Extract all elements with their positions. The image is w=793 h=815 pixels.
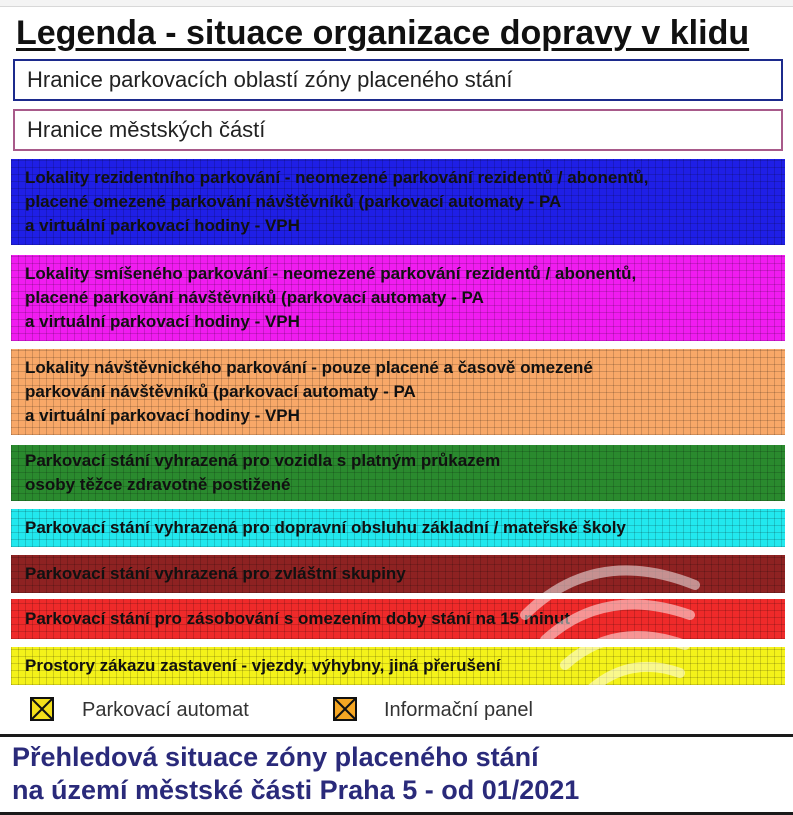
band-disabled-parking [11,445,785,501]
band-special-groups-parking-text: Parkovací stání vyhrazená pro zvláštní skupiny [25,564,406,583]
separator [0,734,793,737]
symbol-legend [0,693,793,727]
parking-meter-label: Parkovací automat [82,699,249,721]
band-visitor-parking [11,349,785,435]
band-residential-parking-text: Lokality rezidentního parkování - neomezené parkování rezidentů / abonentů, placené omezené parkování návštěvníků (parkovací automaty - PA a virtuální parkovací hodiny - VPH [25,168,649,235]
boundary-parking-areas [13,59,783,101]
band-no-stopping [11,647,785,685]
map-subtitle: Přehledová situace zóny placeného stání na území městské části Praha 5 - od 01/2021 [12,742,580,805]
band-no-stopping-text: Prostory zákazu zastavení - vjezdy, výhybny, jiná přerušení [25,656,501,675]
band-school-service-parking-text: Parkovací stání vyhrazená pro dopravní obsluhu základní / mateřské školy [25,518,626,537]
band-delivery-parking [11,599,785,639]
boundary-parking-areas-label: Hranice parkovacích oblastí zóny placeného stání [27,67,513,92]
boundary-districts-label: Hranice městských částí [27,117,266,142]
band-disabled-parking-text: Parkovací stání vyhrazená pro vozidla s platným průkazem osoby těžce zdravotně postižené [25,451,501,494]
band-residential-parking [11,159,785,245]
band-school-service-parking [11,509,785,547]
info-panel-icon [333,697,357,721]
info-panel-label: Informační panel [384,699,533,721]
parking-meter-icon [30,697,54,721]
band-mixed-parking [11,255,785,341]
band-visitor-parking-text: Lokality návštěvnického parkování - pouze placené a časově omezené parkování návštěvníků (parkovací automaty - PA a virtuální parkovací hodiny - VPH [25,358,593,425]
boundary-districts [13,109,783,151]
band-special-groups-parking [11,555,785,593]
band-mixed-parking-text: Lokality smíšeného parkování - neomezené parkování rezidentů / abonentů, placené parkování návštěvníků (parkovací automaty - PA a virtuální parkovací hodiny - VPH [25,264,637,331]
band-delivery-parking-text: Parkovací stání pro zásobování s omezením doby stání na 15 minut [25,609,571,628]
legend-title: Legenda - situace organizace dopravy v klidu [16,14,750,52]
top-rule [0,0,793,7]
